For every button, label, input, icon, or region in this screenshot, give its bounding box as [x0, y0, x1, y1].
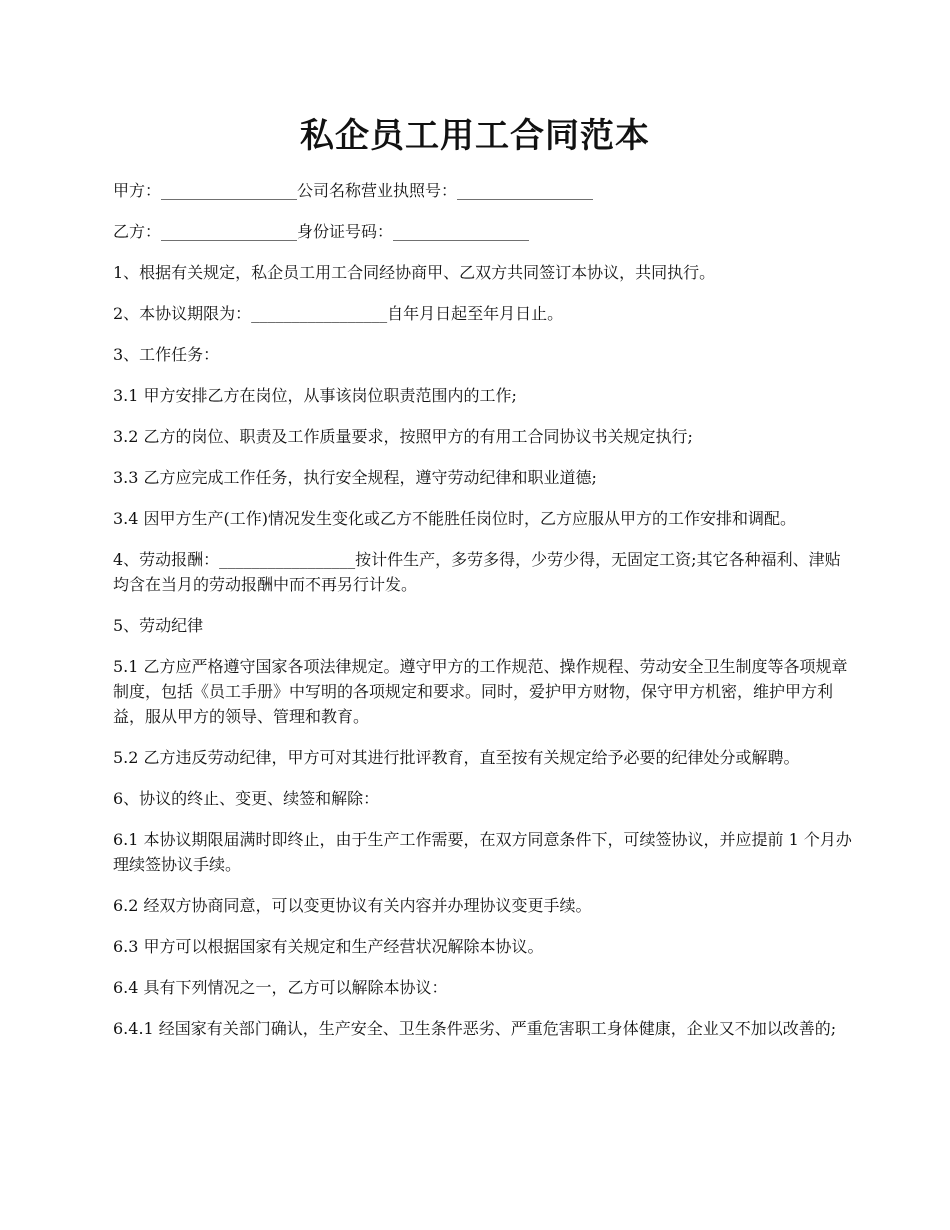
clause-2: 2、本协议期限为：_________________自年月日起至年月日止。 — [113, 304, 564, 323]
clause-5-1: 5.1 乙方应严格遵守国家各项法律规定。遵守甲方的工作规范、操作规程、劳动安全卫生制度等各项规章制度，包括《员工手册》中写明的各项规定和要求。同时，爱护甲方财物，保守甲方机密，维护甲方利益，服从甲方的领导、管理和教育。 — [113, 657, 848, 726]
party-a-line: 甲方：_________________公司名称营业执照号：_________________ — [113, 181, 594, 200]
clause-3-1: 3.1 甲方安排乙方在岗位，从事该岗位职责范围内的工作; — [113, 386, 517, 405]
clause-6-1: 6.1 本协议期限届满时即终止，由于生产工作需要，在双方同意条件下，可续签协议，并应提前 1 个月办理续签协议手续。 — [113, 830, 852, 874]
clause-6-heading: 6、协议的终止、变更、续签和解除： — [113, 789, 380, 808]
clause-3-2: 3.2 乙方的岗位、职责及工作质量要求，按照甲方的有用工合同协议书关规定执行; — [113, 427, 693, 446]
clause-1: 1、根据有关规定，私企员工用工合同经协商甲、乙双方共同签订本协议，共同执行。 — [113, 263, 716, 282]
clause-6-4: 6.4 具有下列情况之一，乙方可以解除本协议： — [113, 978, 448, 997]
party-b-line: 乙方：_________________身份证号码：_________________ — [113, 222, 530, 241]
clause-5-heading: 5、劳动纪律 — [113, 616, 204, 635]
document-body — [113, 178, 853, 1057]
clause-4: 4、劳动报酬：_________________按计件生产，多劳多得，少劳少得，无固定工资;其它各种福利、津贴均含在当月的劳动报酬中而不再另行计发。 — [113, 550, 841, 594]
clause-5-2: 5.2 乙方违反劳动纪律，甲方可对其进行批评教育，直至按有关规定给予必要的纪律处分或解聘。 — [113, 748, 800, 767]
clause-6-4-1: 6.4.1 经国家有关部门确认，生产安全、卫生条件恶劣、严重危害职工身体健康，企业又不加以改善的; — [113, 1019, 837, 1038]
clause-3-heading: 3、工作任务： — [113, 345, 220, 364]
clause-6-2: 6.2 经双方协商同意，可以变更协议有关内容并办理协议变更手续。 — [113, 896, 592, 915]
document-title: 私企员工用工合同范本 — [300, 116, 650, 156]
clause-6-3: 6.3 甲方可以根据国家有关规定和生产经营状况解除本协议。 — [113, 937, 544, 956]
clause-3-4: 3.4 因甲方生产(工作)情况发生变化或乙方不能胜任岗位时，乙方应服从甲方的工作安排和调配。 — [113, 509, 797, 528]
clause-3-3: 3.3 乙方应完成工作任务，执行安全规程，遵守劳动纪律和职业道德; — [113, 468, 597, 487]
